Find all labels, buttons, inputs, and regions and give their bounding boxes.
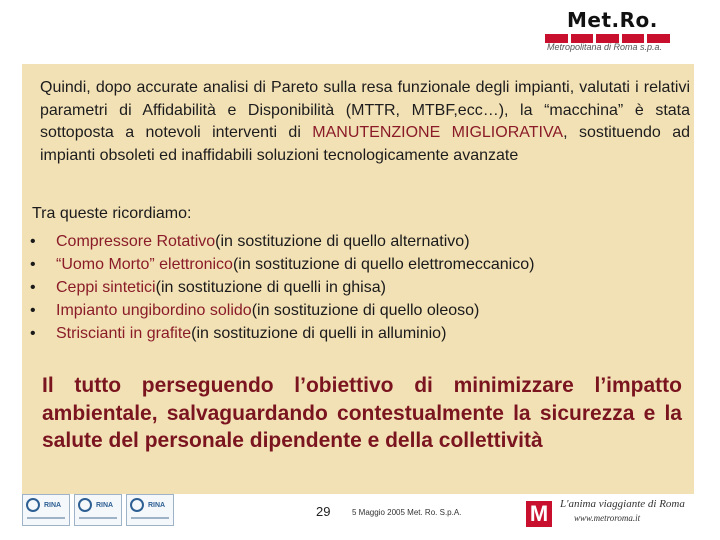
bullet-icon: • xyxy=(30,256,36,273)
cert-label: RINA xyxy=(148,502,166,509)
certification-badge xyxy=(74,494,122,526)
bullet-icon: • xyxy=(30,233,36,250)
logo-subtitle: Metropolitana di Roma s.p.a. xyxy=(547,42,663,52)
cert-label: RINA xyxy=(96,502,114,509)
list-title: Tra queste ricordiamo: xyxy=(32,205,192,222)
item-name: Ceppi sintetici xyxy=(56,279,156,296)
logo-text: Met.Ro. xyxy=(567,8,658,32)
seal-icon xyxy=(26,498,40,512)
seal-icon xyxy=(130,498,144,512)
bullet-icon: • xyxy=(30,302,36,319)
website-link[interactable]: www.metroroma.it xyxy=(574,513,641,523)
intro-paragraph xyxy=(40,77,690,167)
certification-badge xyxy=(22,494,70,526)
list-item xyxy=(30,230,534,253)
item-detail: (in sostituzione di quello alternativo) xyxy=(215,233,470,250)
item-name: Striscianti in grafite xyxy=(56,325,192,342)
seal-icon xyxy=(78,498,92,512)
item-detail: (in sostituzione di quelli in alluminio) xyxy=(191,325,447,342)
item-detail: (in sostituzione di quelli in ghisa) xyxy=(155,279,386,296)
intro-text-end: , sostituendo ad impianti obsoleti ed inaffidabili soluzioni tecnologicamente avanzate xyxy=(40,124,690,164)
footer-tagline: L'anima viaggiante di Roma xyxy=(560,498,685,510)
improvements-list xyxy=(30,230,534,345)
item-name: Compressore Rotativo xyxy=(56,233,216,250)
list-item xyxy=(30,299,534,322)
item-name: “Uomo Morto” elettronico xyxy=(56,256,233,273)
content-panel xyxy=(22,64,694,494)
metro-logo xyxy=(545,4,715,52)
footer-date: 5 Maggio 2005 Met. Ro. S.p.A. xyxy=(352,508,462,517)
item-detail: (in sostituzione di quello elettromeccanico) xyxy=(232,256,535,273)
item-name: Impianto ungibordino solido xyxy=(56,302,252,319)
conclusion-text: Il tutto perseguendo l’obiettivo di minimizzare l’impatto ambientale, salvaguardando contestualmente la sicurezza e la salute del personale dipendente e della collettività xyxy=(42,374,682,452)
item-detail: (in sostituzione di quello oleoso) xyxy=(251,302,480,319)
list-item xyxy=(30,253,534,276)
list-item xyxy=(30,322,534,345)
intro-highlight: MANUTENZIONE MIGLIORATIVA xyxy=(312,124,564,141)
cert-label: RINA xyxy=(44,502,62,509)
intro-text-start: Quindi, dopo accurate analisi di Pareto sulla resa funzionale degli impianti, valutati i relativi parametri di Affidabilità e Disponibilità (MTTR, MTBF,ecc…), la “macchina” è stata sottoposta a notevoli interventi di xyxy=(40,79,690,141)
bullet-icon: • xyxy=(30,325,36,342)
list-item xyxy=(30,276,534,299)
metro-m-logo: M xyxy=(526,501,552,527)
page-number: 29 xyxy=(316,504,331,519)
certification-badge xyxy=(126,494,174,526)
bullet-icon: • xyxy=(30,279,36,296)
